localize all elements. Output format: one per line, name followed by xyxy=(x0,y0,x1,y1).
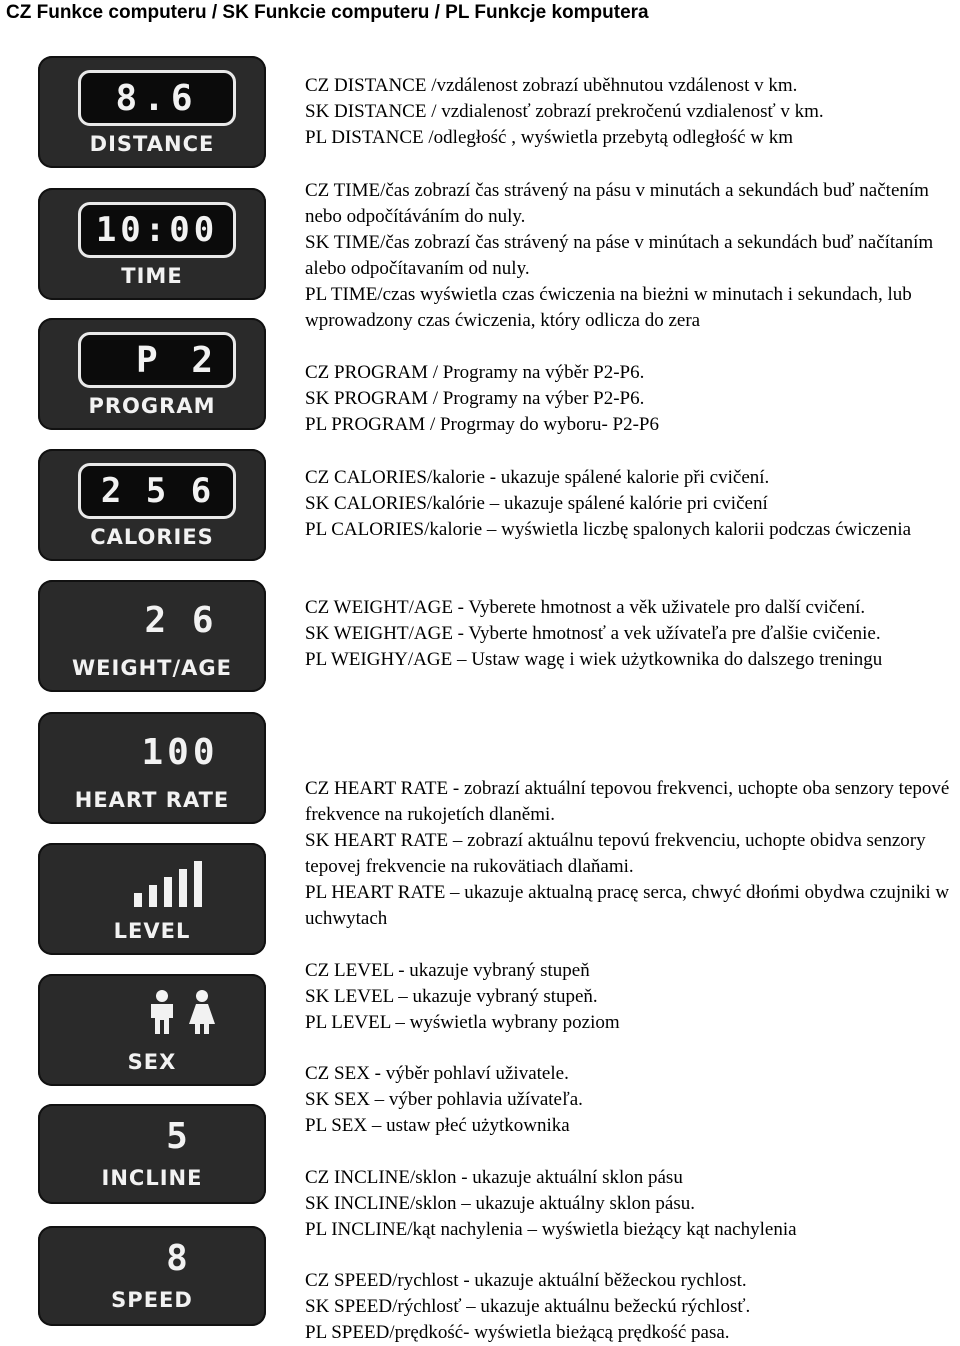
weight-age-description xyxy=(305,595,955,673)
sex-description xyxy=(305,1061,955,1139)
weight-age-label: WEIGHT/AGE xyxy=(72,656,232,680)
cz-line: CZ SPEED/rychlost - ukazuje aktuální běžeckou rychlost. xyxy=(305,1270,747,1291)
sex-display-panel xyxy=(38,974,266,1086)
program-description xyxy=(305,360,955,438)
pl-line: PL PROGRAM / Progrmay do wyboru- P2-P6 xyxy=(305,414,659,435)
level-bar xyxy=(179,869,187,907)
program-screen xyxy=(78,332,236,388)
distance-label: DISTANCE xyxy=(89,132,215,156)
sk-line: SK WEIGHT/AGE - Vyberte hmotnosť a vek užívateľa pre ďalšie cvičenie. xyxy=(305,623,881,644)
calories-display-panel xyxy=(38,449,266,561)
cz-line: CZ TIME/čas zobrazí čas strávený na pásu v minutách a sekundách buď načtením nebo odpočítáváním do nuly. xyxy=(305,180,929,227)
time-description xyxy=(305,178,955,334)
sex-label: SEX xyxy=(127,1050,177,1074)
level-bar xyxy=(164,877,172,907)
weight-age-value: 2 6 xyxy=(144,600,216,641)
distance-value: 8.6 xyxy=(115,77,199,119)
incline-label: INCLINE xyxy=(101,1166,203,1190)
level-label: LEVEL xyxy=(113,919,191,943)
incline-value: 5 xyxy=(166,1116,194,1157)
sk-line: SK DISTANCE / vzdialenosť zobrazí prekročenú vzdialenosť v km. xyxy=(305,101,824,122)
pl-line: PL HEART RATE – ukazuje aktualną pracę serca, chwyć dłońmi obydwa czujniki w uchwytach xyxy=(305,882,950,929)
heart-rate-display-panel xyxy=(38,712,266,824)
pl-line: PL WEIGHY/AGE – Ustaw wagę i wiek użytkownika do dalszego treningu xyxy=(305,649,883,670)
calories-description xyxy=(305,465,955,543)
sk-line: SK TIME/čas zobrazí čas strávený na páse v minútach a sekundách buď načítaním alebo odpočítavaním od nuly. xyxy=(305,232,934,279)
level-bar xyxy=(194,861,202,907)
program-value: P 2 xyxy=(135,339,219,381)
incline-description xyxy=(305,1165,955,1243)
pl-line: PL LEVEL – wyświetla wybrany poziom xyxy=(305,1012,620,1033)
pl-line: PL DISTANCE /odległość , wyświetla przebytą odległość w km xyxy=(305,127,793,148)
speed-display-panel xyxy=(38,1226,266,1326)
document-title: CZ Funkce computeru / SK Funkcie computeru / PL Funkcje komputera xyxy=(6,2,649,23)
program-label: PROGRAM xyxy=(88,394,216,418)
pl-line: PL SPEED/prędkość- wyświetla bieżącą prędkość pasa. xyxy=(305,1322,730,1343)
heart-rate-label: HEART RATE xyxy=(74,788,230,812)
sk-line: SK HEART RATE – zobrazí aktuálnu tepovú frekvenciu, uchopte obidva senzory tepovej frekvencie na rukovätiach dlaňami. xyxy=(305,830,926,877)
sk-line: SK SEX – výber pohlavia užívateľa. xyxy=(305,1089,583,1110)
distance-display-panel xyxy=(38,56,266,168)
pl-line: PL CALORIES/kalorie – wyświetla liczbę spalonych kalorii podczas ćwiczenia xyxy=(305,519,912,540)
cz-line: CZ HEART RATE - zobrazí aktuální tepovou frekvenci, uchopte oba senzory tepové frekvence na rukojetích dlaněmi. xyxy=(305,778,950,825)
sk-line: SK PROGRAM / Programy na výber P2-P6. xyxy=(305,388,645,409)
heart-rate-value: 100 xyxy=(141,732,219,773)
speed-description xyxy=(305,1268,955,1346)
cz-line: CZ PROGRAM / Programy na výběr P2-P6. xyxy=(305,362,645,383)
incline-display-panel xyxy=(38,1104,266,1204)
program-display-panel xyxy=(38,318,266,430)
weight-age-display-panel xyxy=(38,580,266,692)
cz-line: CZ DISTANCE /vzdálenost zobrazí uběhnutou vzdálenost v km. xyxy=(305,75,798,96)
cz-line: CZ WEIGHT/AGE - Vyberete hmotnost a věk uživatele pro další cvičení. xyxy=(305,597,866,618)
speed-label: SPEED xyxy=(111,1288,193,1312)
level-display-panel xyxy=(38,843,266,955)
cz-line: CZ SEX - výběr pohlaví uživatele. xyxy=(305,1063,569,1084)
time-screen xyxy=(78,202,236,258)
pl-line: PL TIME/czas wyświetla czas ćwiczenia na bieżni w minutach i sekundach, lub wprowadzony czas ćwiczenia, który odlicza do zera xyxy=(305,284,912,331)
sk-line: SK INCLINE/sklon – ukazuje aktuálny sklon pásu. xyxy=(305,1193,695,1214)
calories-value: 2 5 6 xyxy=(100,471,214,511)
pl-line: PL SEX – ustaw płeć użytkownika xyxy=(305,1115,570,1136)
time-value: 10:00 xyxy=(95,210,219,250)
distance-description xyxy=(305,73,955,151)
cz-line: CZ CALORIES/kalorie - ukazuje spálené kalorie při cvičení. xyxy=(305,467,770,488)
calories-screen xyxy=(78,463,236,519)
pl-line: PL INCLINE/kąt nachylenia – wyświetla bieżący kąt nachylenia xyxy=(305,1219,797,1240)
heart-rate-description xyxy=(305,776,955,932)
sk-line: SK CALORIES/kalórie – ukazuje spálené kalórie pri cvičení xyxy=(305,493,768,514)
speed-value: 8 xyxy=(166,1238,194,1279)
sk-line: SK LEVEL – ukazuje vybraný stupeň. xyxy=(305,986,598,1007)
level-description xyxy=(305,958,955,1036)
calories-label: CALORIES xyxy=(90,525,214,549)
cz-line: CZ LEVEL - ukazuje vybraný stupeň xyxy=(305,960,590,981)
level-bar xyxy=(134,893,142,907)
distance-screen xyxy=(78,70,236,126)
sk-line: SK SPEED/rýchlosť – ukazuje aktuálnu bežeckú rýchlosť. xyxy=(305,1296,751,1317)
level-bars-icon xyxy=(134,861,202,907)
time-display-panel xyxy=(38,188,266,300)
male-female-icon xyxy=(134,988,230,1040)
level-bar xyxy=(149,885,157,907)
time-label: TIME xyxy=(121,264,183,288)
cz-line: CZ INCLINE/sklon - ukazuje aktuální sklon pásu xyxy=(305,1167,683,1188)
